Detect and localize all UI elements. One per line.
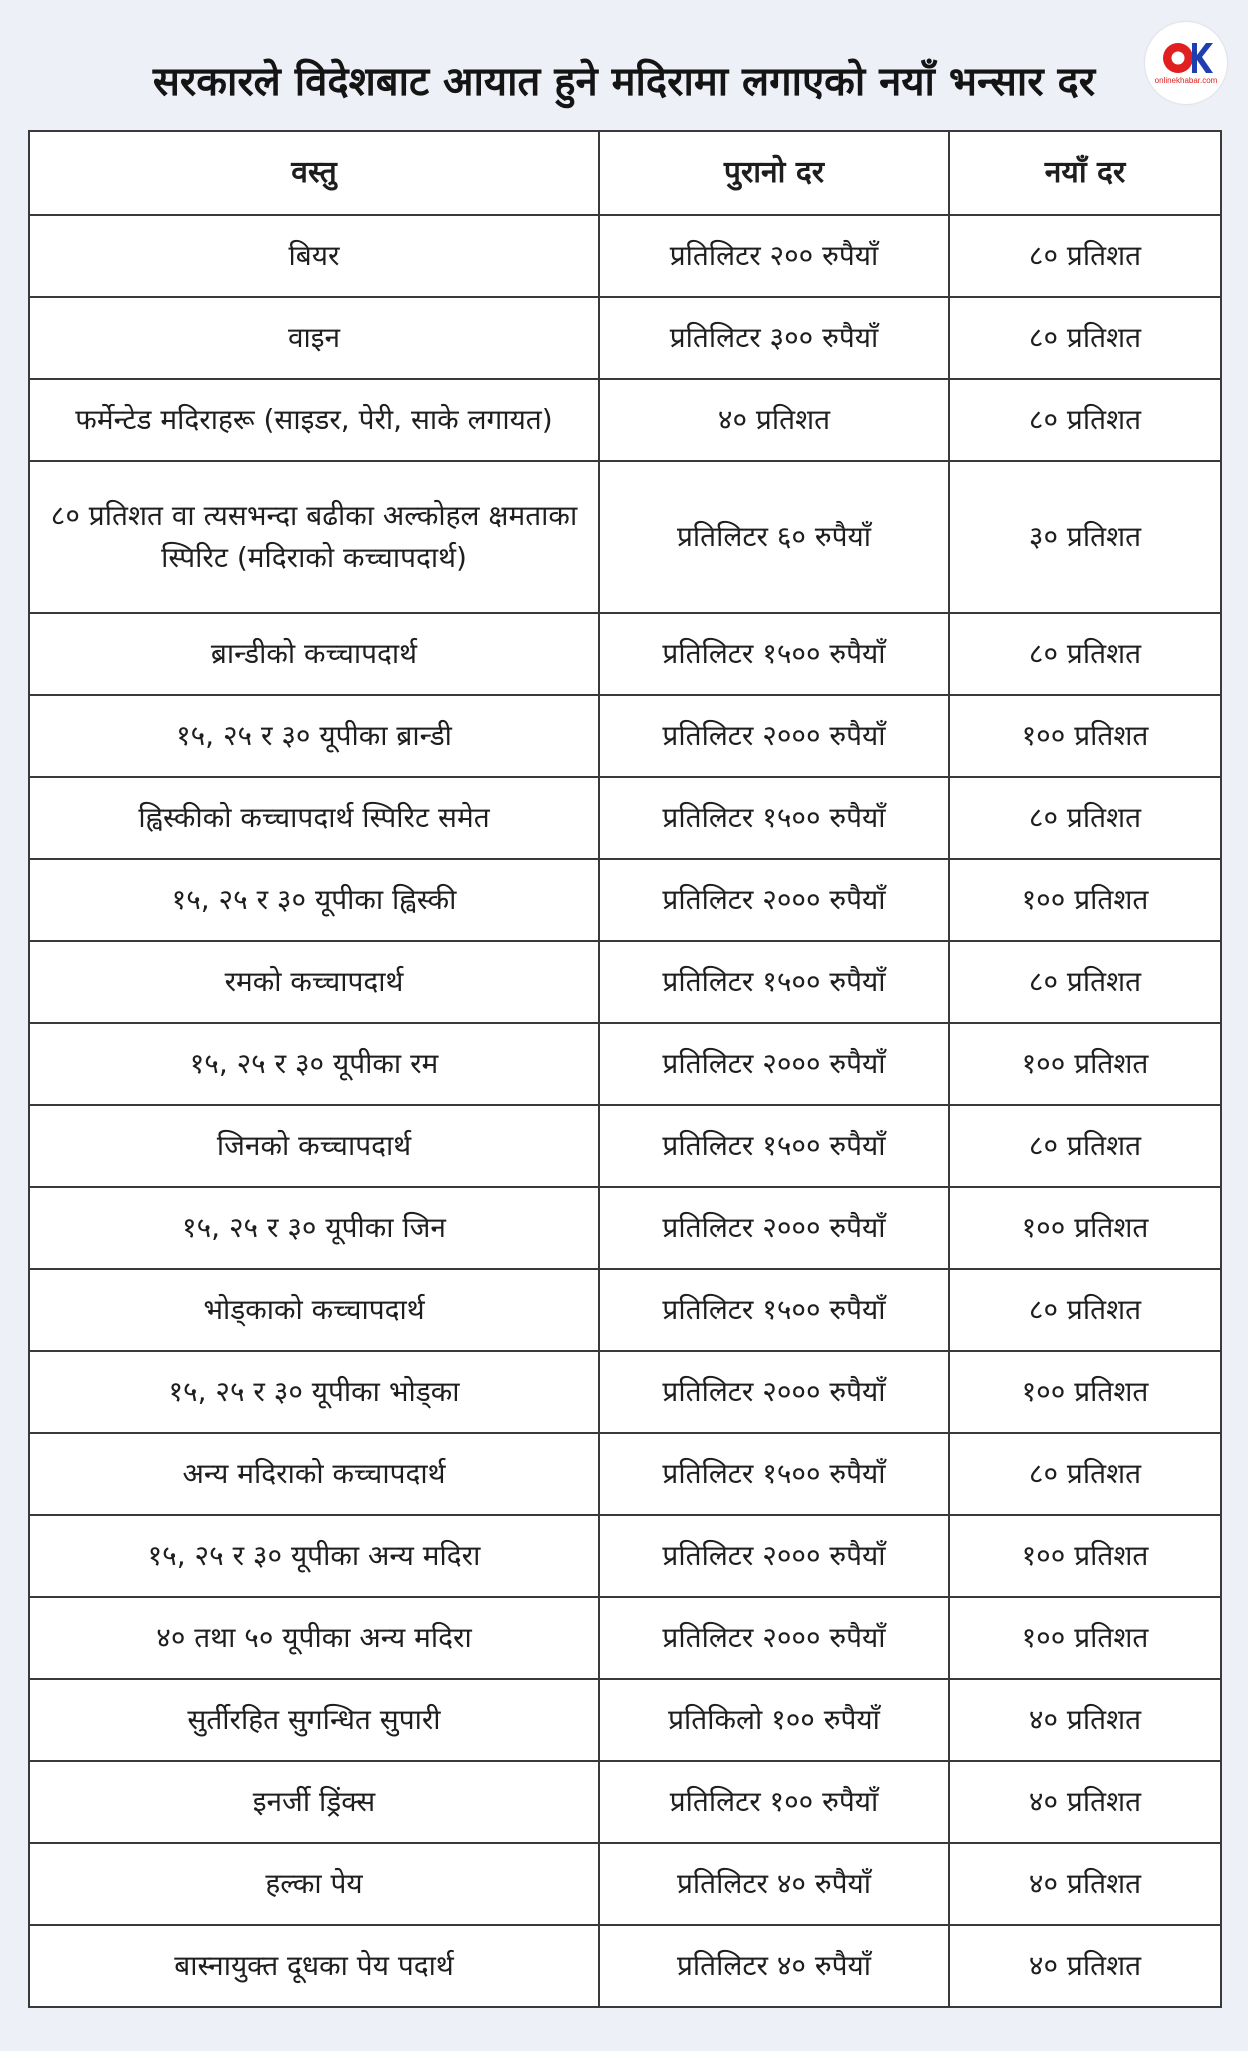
new-rate-cell: १०० प्रतिशत bbox=[949, 1187, 1221, 1269]
ok-logo-icon bbox=[1145, 22, 1227, 104]
table-row bbox=[29, 1925, 1221, 2007]
item-cell: अन्य मदिराको कच्चापदार्थ bbox=[29, 1433, 599, 1515]
item-cell: १५, २५ र ३० यूपीका अन्य मदिरा bbox=[29, 1515, 599, 1597]
logo-text: onlinekhabar.com bbox=[1154, 76, 1218, 85]
table-row bbox=[29, 1679, 1221, 1761]
table-row bbox=[29, 1105, 1221, 1187]
new-rate-cell: ८० प्रतिशत bbox=[949, 941, 1221, 1023]
old-rate-cell: प्रतिलिटर १५०० रुपैयाँ bbox=[599, 777, 949, 859]
new-rate-cell: ४० प्रतिशत bbox=[949, 1925, 1221, 2007]
new-rate-cell: ८० प्रतिशत bbox=[949, 777, 1221, 859]
old-rate-cell: प्रतिलिटर १५०० रुपैयाँ bbox=[599, 1269, 949, 1351]
old-rate-cell: प्रतिलिटर ३०० रुपैयाँ bbox=[599, 297, 949, 379]
item-cell: १५, २५ र ३० यूपीका ह्विस्की bbox=[29, 859, 599, 941]
table-row bbox=[29, 777, 1221, 859]
table-row bbox=[29, 1597, 1221, 1679]
old-rate-cell: प्रतिलिटर ४० रुपैयाँ bbox=[599, 1843, 949, 1925]
table-row bbox=[29, 379, 1221, 461]
item-cell: १५, २५ र ३० यूपीका भोड्का bbox=[29, 1351, 599, 1433]
item-cell: बियर bbox=[29, 215, 599, 297]
new-rate-cell: १०० प्रतिशत bbox=[949, 859, 1221, 941]
item-cell: ८० प्रतिशत वा त्यसभन्दा बढीका अल्कोहल क्षमताका स्पिरिट (मदिराको कच्चापदार्थ) bbox=[29, 461, 599, 613]
item-cell: जिनको कच्चापदार्थ bbox=[29, 1105, 599, 1187]
item-cell: ४० तथा ५० यूपीका अन्य मदिरा bbox=[29, 1597, 599, 1679]
table-header-row bbox=[29, 131, 1221, 215]
header-old-rate: पुरानो दर bbox=[599, 131, 949, 215]
new-rate-cell: ८० प्रतिशत bbox=[949, 613, 1221, 695]
table-row bbox=[29, 613, 1221, 695]
new-rate-cell: ४० प्रतिशत bbox=[949, 1843, 1221, 1925]
old-rate-cell: प्रतिलिटर २००० रुपैयाँ bbox=[599, 1187, 949, 1269]
item-cell: १५, २५ र ३० यूपीका जिन bbox=[29, 1187, 599, 1269]
new-rate-cell: १०० प्रतिशत bbox=[949, 1351, 1221, 1433]
item-cell: भोड्काको कच्चापदार्थ bbox=[29, 1269, 599, 1351]
new-rate-cell: ८० प्रतिशत bbox=[949, 1105, 1221, 1187]
table-row bbox=[29, 1351, 1221, 1433]
table-row bbox=[29, 1023, 1221, 1105]
old-rate-cell: प्रतिलिटर २००० रुपैयाँ bbox=[599, 695, 949, 777]
table-row bbox=[29, 695, 1221, 777]
item-cell: १५, २५ र ३० यूपीका रम bbox=[29, 1023, 599, 1105]
old-rate-cell: प्रतिलिटर १५०० रुपैयाँ bbox=[599, 1105, 949, 1187]
table-row bbox=[29, 941, 1221, 1023]
old-rate-cell: प्रतिलिटर १५०० रुपैयाँ bbox=[599, 941, 949, 1023]
new-rate-cell: ४० प्रतिशत bbox=[949, 1761, 1221, 1843]
item-cell: इनर्जी ड्रिंक्स bbox=[29, 1761, 599, 1843]
old-rate-cell: प्रतिलिटर ६० रुपैयाँ bbox=[599, 461, 949, 613]
table-row bbox=[29, 1187, 1221, 1269]
old-rate-cell: प्रतिलिटर २००० रुपैयाँ bbox=[599, 1597, 949, 1679]
old-rate-cell: प्रतिलिटर २००० रुपैयाँ bbox=[599, 1023, 949, 1105]
new-rate-cell: ८० प्रतिशत bbox=[949, 1433, 1221, 1515]
new-rate-cell: १०० प्रतिशत bbox=[949, 695, 1221, 777]
old-rate-cell: प्रतिलिटर २००० रुपैयाँ bbox=[599, 1515, 949, 1597]
old-rate-cell: प्रतिलिटर २००० रुपैयाँ bbox=[599, 1351, 949, 1433]
header-new-rate: नयाँ दर bbox=[949, 131, 1221, 215]
table-row bbox=[29, 1269, 1221, 1351]
old-rate-cell: प्रतिलिटर २०० रुपैयाँ bbox=[599, 215, 949, 297]
old-rate-cell: प्रतिलिटर २००० रुपैयाँ bbox=[599, 859, 949, 941]
item-cell: रमको कच्चापदार्थ bbox=[29, 941, 599, 1023]
table-row bbox=[29, 215, 1221, 297]
new-rate-cell: ८० प्रतिशत bbox=[949, 215, 1221, 297]
table-row bbox=[29, 1515, 1221, 1597]
old-rate-cell: प्रतिलिटर १०० रुपैयाँ bbox=[599, 1761, 949, 1843]
table-row bbox=[29, 1433, 1221, 1515]
new-rate-cell: ३० प्रतिशत bbox=[949, 461, 1221, 613]
item-cell: १५, २५ र ३० यूपीका ब्रान्डी bbox=[29, 695, 599, 777]
item-cell: ह्विस्कीको कच्चापदार्थ स्पिरिट समेत bbox=[29, 777, 599, 859]
item-cell: सुर्तीरहित सुगन्धित सुपारी bbox=[29, 1679, 599, 1761]
table-row bbox=[29, 1843, 1221, 1925]
old-rate-cell: प्रतिकिलो १०० रुपैयाँ bbox=[599, 1679, 949, 1761]
old-rate-cell: प्रतिलिटर १५०० रुपैयाँ bbox=[599, 613, 949, 695]
item-cell: ब्रान्डीको कच्चापदार्थ bbox=[29, 613, 599, 695]
old-rate-cell: प्रतिलिटर ४० रुपैयाँ bbox=[599, 1925, 949, 2007]
header-item: वस्तु bbox=[29, 131, 599, 215]
table-row bbox=[29, 297, 1221, 379]
table-row bbox=[29, 1761, 1221, 1843]
item-cell: बास्नायुक्त दूधका पेय पदार्थ bbox=[29, 1925, 599, 2007]
new-rate-cell: ८० प्रतिशत bbox=[949, 379, 1221, 461]
ok-logo-mark bbox=[1145, 22, 1227, 104]
table-row bbox=[29, 859, 1221, 941]
new-rate-cell: १०० प्रतिशत bbox=[949, 1023, 1221, 1105]
new-rate-cell: ८० प्रतिशत bbox=[949, 297, 1221, 379]
old-rate-cell: ४० प्रतिशत bbox=[599, 379, 949, 461]
new-rate-cell: १०० प्रतिशत bbox=[949, 1515, 1221, 1597]
table-row bbox=[29, 461, 1221, 613]
header bbox=[0, 0, 1248, 130]
customs-rate-table bbox=[28, 130, 1222, 2008]
new-rate-cell: ८० प्रतिशत bbox=[949, 1269, 1221, 1351]
item-cell: फर्मेन्टेड मदिराहरू (साइडर, पेरी, साके लगायत) bbox=[29, 379, 599, 461]
item-cell: वाइन bbox=[29, 297, 599, 379]
new-rate-cell: ४० प्रतिशत bbox=[949, 1679, 1221, 1761]
item-cell: हल्का पेय bbox=[29, 1843, 599, 1925]
new-rate-cell: १०० प्रतिशत bbox=[949, 1597, 1221, 1679]
page-title: सरकारले विदेशबाट आयात हुने मदिरामा लगाएको नयाँ भन्सार दर bbox=[152, 59, 1096, 105]
old-rate-cell: प्रतिलिटर १५०० रुपैयाँ bbox=[599, 1433, 949, 1515]
